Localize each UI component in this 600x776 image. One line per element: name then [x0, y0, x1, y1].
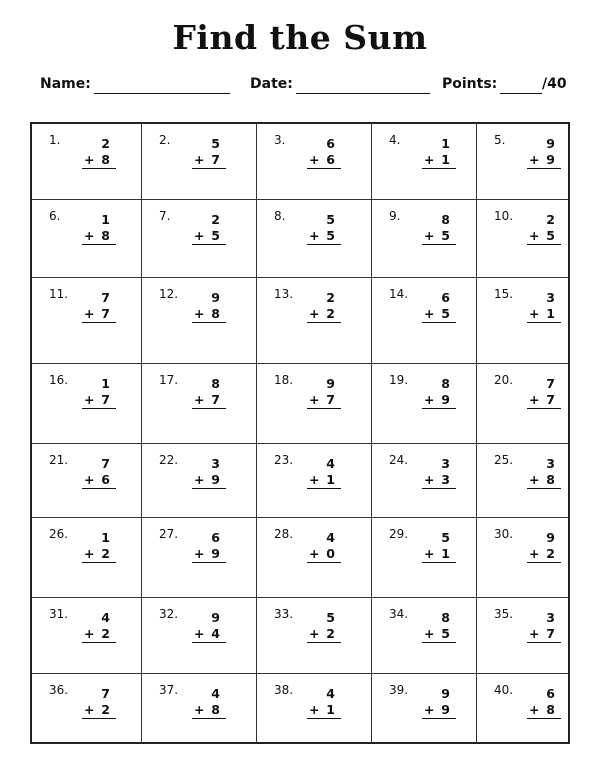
- addend-top: 5: [326, 212, 335, 227]
- plus-sign: +: [309, 702, 320, 717]
- addition-problem: [192, 685, 226, 719]
- problem-number: 23.: [274, 453, 294, 467]
- problem-cell[interactable]: [257, 444, 372, 518]
- problem-cell[interactable]: [477, 124, 568, 200]
- addend-bottom-row: [82, 626, 116, 643]
- problem-number: 40.: [494, 683, 514, 697]
- addend-bottom: 2: [326, 306, 335, 321]
- addend-bottom-row: [192, 472, 226, 489]
- plus-sign: +: [424, 546, 435, 561]
- addition-problem: [82, 529, 116, 563]
- addition-problem: [192, 135, 226, 169]
- problem-cell[interactable]: [32, 200, 142, 278]
- plus-sign: +: [84, 228, 95, 243]
- date-label: Date:: [250, 76, 293, 92]
- addend-bottom: 5: [326, 228, 335, 243]
- problem-number: 31.: [49, 607, 69, 621]
- addend-top: 5: [326, 610, 335, 625]
- plus-sign: +: [84, 392, 95, 407]
- addend-top: 7: [101, 290, 110, 305]
- addend-bottom: 5: [211, 228, 220, 243]
- addend-bottom-row: [422, 228, 456, 245]
- addend-top: 3: [211, 456, 220, 471]
- addend-top: 4: [326, 686, 335, 701]
- addition-problem: [192, 609, 226, 643]
- problem-number: 28.: [274, 527, 294, 541]
- addend-top: 1: [101, 376, 110, 391]
- addend-bottom: 2: [101, 702, 110, 717]
- plus-sign: +: [309, 306, 320, 321]
- addend-bottom: 7: [546, 392, 555, 407]
- problem-cell[interactable]: [477, 518, 568, 598]
- addend-bottom: 5: [441, 626, 450, 641]
- addend-top: 8: [441, 610, 450, 625]
- problem-number: 38.: [274, 683, 294, 697]
- problem-cell[interactable]: [477, 598, 568, 674]
- problem-cell[interactable]: [32, 444, 142, 518]
- addend-bottom: 1: [441, 152, 450, 167]
- addend-bottom-row: [82, 228, 116, 245]
- plus-sign: +: [84, 472, 95, 487]
- addition-problem: [192, 211, 226, 245]
- addend-top: 4: [326, 456, 335, 471]
- problem-cell[interactable]: [477, 200, 568, 278]
- addend-top: 9: [546, 136, 555, 151]
- problem-number: 3.: [274, 133, 286, 147]
- addend-bottom-row: [307, 228, 341, 245]
- addition-problem: [307, 609, 341, 643]
- problem-number: 4.: [389, 133, 401, 147]
- addend-top: 7: [101, 456, 110, 471]
- addend-top: 9: [546, 530, 555, 545]
- problem-cell[interactable]: [142, 124, 257, 200]
- addend-bottom: 9: [546, 152, 555, 167]
- addition-problem: [527, 211, 561, 245]
- addend-bottom-row: [527, 472, 561, 489]
- addend-bottom: 4: [211, 626, 220, 641]
- addend-bottom-row: [82, 472, 116, 489]
- addend-bottom: 1: [326, 702, 335, 717]
- problem-number: 17.: [159, 373, 179, 387]
- name-field[interactable]: [94, 93, 230, 94]
- addend-top: 3: [546, 456, 555, 471]
- plus-sign: +: [194, 626, 205, 641]
- addend-bottom: 2: [101, 626, 110, 641]
- addend-bottom: 2: [546, 546, 555, 561]
- addend-bottom-row: [527, 626, 561, 643]
- problem-number: 26.: [49, 527, 69, 541]
- addition-problem: [192, 529, 226, 563]
- addend-bottom: 8: [546, 702, 555, 717]
- problem-number: 21.: [49, 453, 69, 467]
- problem-cell[interactable]: [257, 598, 372, 674]
- problem-number: 12.: [159, 287, 179, 301]
- name-label: Name:: [40, 76, 91, 92]
- problem-number: 27.: [159, 527, 179, 541]
- addend-bottom-row: [422, 546, 456, 563]
- addend-top: 9: [211, 610, 220, 625]
- problem-number: 14.: [389, 287, 409, 301]
- addend-top: 7: [101, 686, 110, 701]
- addend-bottom-row: [82, 546, 116, 563]
- addition-problem: [307, 211, 341, 245]
- addition-problem: [82, 375, 116, 409]
- problem-number: 19.: [389, 373, 409, 387]
- problem-cell[interactable]: [257, 364, 372, 444]
- addend-bottom: 0: [326, 546, 335, 561]
- addend-bottom: 2: [101, 546, 110, 561]
- problem-number: 15.: [494, 287, 514, 301]
- problem-number: 18.: [274, 373, 294, 387]
- plus-sign: +: [84, 546, 95, 561]
- plus-sign: +: [309, 626, 320, 641]
- addend-bottom-row: [422, 306, 456, 323]
- addend-top: 5: [441, 530, 450, 545]
- problem-cell[interactable]: [372, 444, 477, 518]
- addend-top: 5: [211, 136, 220, 151]
- addition-problem: [527, 685, 561, 719]
- plus-sign: +: [424, 152, 435, 167]
- addend-bottom-row: [82, 702, 116, 719]
- addition-problem: [422, 375, 456, 409]
- problem-number: 29.: [389, 527, 409, 541]
- plus-sign: +: [194, 152, 205, 167]
- points-total: /40: [542, 76, 567, 92]
- addend-bottom: 7: [211, 152, 220, 167]
- addend-bottom: 8: [211, 702, 220, 717]
- problem-cell[interactable]: [372, 200, 477, 278]
- problem-cell[interactable]: [372, 278, 477, 364]
- addend-bottom: 9: [211, 546, 220, 561]
- plus-sign: +: [309, 472, 320, 487]
- addend-bottom-row: [192, 392, 226, 409]
- addition-problem: [82, 135, 116, 169]
- plus-sign: +: [529, 228, 540, 243]
- addition-problem: [422, 289, 456, 323]
- problem-cell[interactable]: [32, 364, 142, 444]
- addend-top: 8: [441, 376, 450, 391]
- addend-top: 9: [441, 686, 450, 701]
- addend-top: 1: [101, 530, 110, 545]
- addition-problem: [82, 609, 116, 643]
- addition-problem: [527, 135, 561, 169]
- addition-problem: [527, 289, 561, 323]
- problem-cell[interactable]: [372, 124, 477, 200]
- problem-cell[interactable]: [257, 518, 372, 598]
- addend-top: 2: [101, 136, 110, 151]
- problem-cell[interactable]: [257, 200, 372, 278]
- problem-cell[interactable]: [32, 598, 142, 674]
- addend-bottom-row: [422, 152, 456, 169]
- page-title: Find the Sum: [172, 18, 428, 57]
- addend-top: 2: [211, 212, 220, 227]
- addend-bottom-row: [527, 228, 561, 245]
- addend-top: 8: [211, 376, 220, 391]
- addend-bottom: 3: [441, 472, 450, 487]
- problem-cell[interactable]: [257, 278, 372, 364]
- addend-top: 3: [546, 610, 555, 625]
- problem-number: 5.: [494, 133, 506, 147]
- addition-problem: [307, 135, 341, 169]
- addend-top: 2: [326, 290, 335, 305]
- addend-top: 7: [546, 376, 555, 391]
- addend-bottom: 2: [326, 626, 335, 641]
- addend-bottom-row: [82, 152, 116, 169]
- problem-cell[interactable]: [142, 200, 257, 278]
- addend-bottom-row: [527, 306, 561, 323]
- addend-top: 4: [101, 610, 110, 625]
- problem-cell[interactable]: [142, 444, 257, 518]
- addend-bottom: 1: [546, 306, 555, 321]
- plus-sign: +: [194, 702, 205, 717]
- addend-bottom: 8: [211, 306, 220, 321]
- addend-bottom: 6: [101, 472, 110, 487]
- plus-sign: +: [194, 546, 205, 561]
- addend-bottom-row: [527, 546, 561, 563]
- addend-top: 3: [441, 456, 450, 471]
- plus-sign: +: [309, 228, 320, 243]
- addend-bottom-row: [307, 152, 341, 169]
- addend-top: 6: [211, 530, 220, 545]
- addition-problem: [422, 135, 456, 169]
- addend-bottom-row: [527, 392, 561, 409]
- addend-top: 9: [211, 290, 220, 305]
- addend-bottom-row: [527, 152, 561, 169]
- addition-problem: [192, 289, 226, 323]
- plus-sign: +: [194, 228, 205, 243]
- addition-problem: [82, 289, 116, 323]
- addition-problem: [422, 685, 456, 719]
- problem-cell[interactable]: [477, 444, 568, 518]
- addend-bottom-row: [527, 702, 561, 719]
- problem-cell[interactable]: [142, 364, 257, 444]
- plus-sign: +: [84, 152, 95, 167]
- plus-sign: +: [309, 152, 320, 167]
- addend-bottom: 8: [101, 228, 110, 243]
- addend-bottom: 9: [441, 392, 450, 407]
- addend-top: 9: [326, 376, 335, 391]
- plus-sign: +: [424, 472, 435, 487]
- plus-sign: +: [529, 306, 540, 321]
- addend-top: 6: [326, 136, 335, 151]
- plus-sign: +: [424, 306, 435, 321]
- addend-bottom: 7: [101, 392, 110, 407]
- addend-bottom-row: [307, 472, 341, 489]
- problem-number: 16.: [49, 373, 69, 387]
- addend-bottom: 5: [441, 228, 450, 243]
- addend-top: 2: [546, 212, 555, 227]
- problem-number: 36.: [49, 683, 69, 697]
- addend-top: 6: [546, 686, 555, 701]
- problem-cell[interactable]: [372, 364, 477, 444]
- problem-number: 34.: [389, 607, 409, 621]
- addition-problem: [527, 529, 561, 563]
- problem-number: 10.: [494, 209, 514, 223]
- addend-top: 3: [546, 290, 555, 305]
- plus-sign: +: [84, 702, 95, 717]
- problem-cell[interactable]: [477, 364, 568, 444]
- addend-bottom: 8: [101, 152, 110, 167]
- plus-sign: +: [529, 152, 540, 167]
- problem-cell[interactable]: [372, 674, 477, 742]
- problem-cell[interactable]: [142, 674, 257, 742]
- plus-sign: +: [529, 472, 540, 487]
- addition-problem: [307, 455, 341, 489]
- addend-bottom: 9: [211, 472, 220, 487]
- problem-cell[interactable]: [32, 278, 142, 364]
- problem-number: 32.: [159, 607, 179, 621]
- plus-sign: +: [529, 546, 540, 561]
- addition-problem: [307, 289, 341, 323]
- addend-bottom: 8: [546, 472, 555, 487]
- addition-problem: [307, 529, 341, 563]
- problem-number: 25.: [494, 453, 514, 467]
- addition-problem: [307, 685, 341, 719]
- problem-number: 33.: [274, 607, 294, 621]
- addend-bottom: 5: [441, 306, 450, 321]
- plus-sign: +: [529, 626, 540, 641]
- plus-sign: +: [424, 702, 435, 717]
- addend-bottom: 7: [546, 626, 555, 641]
- addition-problem: [527, 609, 561, 643]
- problem-number: 22.: [159, 453, 179, 467]
- addition-problem: [422, 609, 456, 643]
- problem-number: 20.: [494, 373, 514, 387]
- plus-sign: +: [194, 472, 205, 487]
- problem-number: 37.: [159, 683, 179, 697]
- plus-sign: +: [309, 392, 320, 407]
- plus-sign: +: [424, 228, 435, 243]
- addend-bottom: 7: [211, 392, 220, 407]
- problem-cell[interactable]: [32, 674, 142, 742]
- addend-bottom-row: [422, 626, 456, 643]
- problem-cell[interactable]: [142, 598, 257, 674]
- addend-bottom-row: [307, 392, 341, 409]
- points-label: Points:: [442, 76, 498, 92]
- plus-sign: +: [309, 546, 320, 561]
- problem-cell[interactable]: [32, 518, 142, 598]
- addition-problem: [192, 455, 226, 489]
- addend-bottom: 6: [326, 152, 335, 167]
- addend-bottom: 5: [546, 228, 555, 243]
- addend-bottom: 1: [326, 472, 335, 487]
- addend-bottom-row: [192, 228, 226, 245]
- problem-cell[interactable]: [477, 674, 568, 742]
- addend-top: 1: [101, 212, 110, 227]
- addend-bottom: 1: [441, 546, 450, 561]
- addend-bottom-row: [82, 392, 116, 409]
- problem-number: 39.: [389, 683, 409, 697]
- addend-bottom: 7: [101, 306, 110, 321]
- problem-number: 1.: [49, 133, 61, 147]
- problem-number: 24.: [389, 453, 409, 467]
- addend-top: 4: [326, 530, 335, 545]
- problem-number: 7.: [159, 209, 171, 223]
- addition-problem: [527, 455, 561, 489]
- addition-problem: [422, 529, 456, 563]
- addition-problem: [422, 211, 456, 245]
- plus-sign: +: [529, 392, 540, 407]
- date-field[interactable]: [296, 93, 430, 94]
- problem-cell[interactable]: [257, 674, 372, 742]
- problem-cell[interactable]: [142, 518, 257, 598]
- problem-cell[interactable]: [257, 124, 372, 200]
- addition-problem: [192, 375, 226, 409]
- addition-problem: [307, 375, 341, 409]
- plus-sign: +: [194, 306, 205, 321]
- addend-bottom-row: [307, 306, 341, 323]
- addend-bottom-row: [192, 626, 226, 643]
- addend-bottom-row: [307, 626, 341, 643]
- problem-number: 30.: [494, 527, 514, 541]
- addend-bottom-row: [307, 546, 341, 563]
- addend-bottom-row: [192, 546, 226, 563]
- addition-problem: [82, 685, 116, 719]
- problem-number: 2.: [159, 133, 171, 147]
- problem-number: 35.: [494, 607, 514, 621]
- problem-number: 8.: [274, 209, 286, 223]
- problem-cell[interactable]: [32, 124, 142, 200]
- plus-sign: +: [424, 626, 435, 641]
- problem-number: 9.: [389, 209, 401, 223]
- plus-sign: +: [529, 702, 540, 717]
- addition-problem: [422, 455, 456, 489]
- problem-cell[interactable]: [372, 518, 477, 598]
- plus-sign: +: [194, 392, 205, 407]
- problem-number: 11.: [49, 287, 69, 301]
- addend-bottom-row: [192, 152, 226, 169]
- addend-bottom-row: [422, 702, 456, 719]
- problem-cell[interactable]: [372, 598, 477, 674]
- addend-bottom-row: [422, 392, 456, 409]
- addend-bottom: 9: [441, 702, 450, 717]
- addend-top: 1: [441, 136, 450, 151]
- problem-cell[interactable]: [477, 278, 568, 364]
- addend-bottom-row: [82, 306, 116, 323]
- addend-bottom-row: [192, 306, 226, 323]
- problem-number: 6.: [49, 209, 61, 223]
- addend-bottom-row: [307, 702, 341, 719]
- addition-problem: [82, 455, 116, 489]
- addend-top: 6: [441, 290, 450, 305]
- addend-bottom: 7: [326, 392, 335, 407]
- addition-problem: [527, 375, 561, 409]
- addend-bottom-row: [422, 472, 456, 489]
- addend-top: 8: [441, 212, 450, 227]
- points-field[interactable]: [500, 93, 542, 94]
- addend-bottom-row: [192, 702, 226, 719]
- problem-cell[interactable]: [142, 278, 257, 364]
- addition-problem: [82, 211, 116, 245]
- problem-grid: [30, 122, 570, 744]
- plus-sign: +: [84, 306, 95, 321]
- plus-sign: +: [84, 626, 95, 641]
- problem-number: 13.: [274, 287, 294, 301]
- plus-sign: +: [424, 392, 435, 407]
- addend-top: 4: [211, 686, 220, 701]
